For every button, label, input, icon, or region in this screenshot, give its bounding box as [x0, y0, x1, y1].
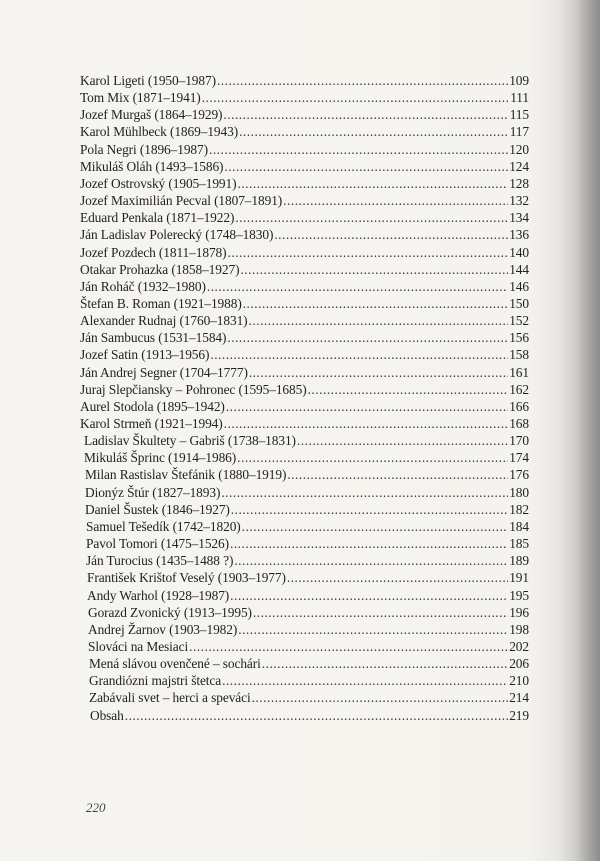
toc-entry-page: 146 — [509, 278, 529, 294]
dot-leader — [125, 707, 508, 724]
toc-entry-title: Ladislav Škultety – Gabriš (1738–1831) — [84, 433, 296, 449]
toc-entry-title: Milan Rastislav Štefánik (1880–1919) — [85, 467, 287, 483]
toc-entry — [80, 381, 529, 398]
page-number: 220 — [86, 800, 106, 815]
toc-entry-page: 111 — [510, 90, 529, 106]
toc-entry-title: Ján Roháč (1932–1980) — [80, 278, 206, 294]
toc-entry — [90, 707, 529, 724]
toc-entry-title: Ján Ladislav Polerecký (1748–1830) — [80, 227, 274, 243]
toc-entry — [80, 415, 529, 432]
toc-entry-title: Andrej Žarnov (1903–1982) — [88, 621, 238, 637]
toc-entry — [80, 226, 529, 243]
toc-entry-title: Karol Mühlbeck (1869–1943) — [80, 124, 239, 140]
toc-entry-title: Ján Sambucus (1531–1584) — [80, 330, 227, 346]
dot-leader — [240, 261, 508, 278]
toc-entry — [86, 535, 529, 552]
toc-entry-page: 196 — [509, 604, 529, 620]
dot-leader — [226, 398, 508, 415]
dot-leader — [297, 432, 508, 449]
toc-entry — [87, 587, 529, 604]
toc-entry-page: 206 — [509, 656, 529, 672]
toc-entry-page: 189 — [509, 553, 529, 569]
dot-leader — [210, 346, 508, 363]
toc-entry — [80, 106, 529, 123]
toc-entry-page: 185 — [509, 536, 529, 552]
dot-leader — [228, 244, 509, 261]
toc-entry-page: 158 — [509, 347, 529, 363]
dot-leader — [238, 621, 508, 638]
toc-entry-page: 195 — [509, 587, 529, 603]
toc-entry — [80, 72, 529, 89]
toc-entry-page: 115 — [509, 107, 529, 123]
toc-entry-page: 124 — [509, 158, 529, 174]
dot-leader — [249, 364, 508, 381]
toc-entry — [88, 638, 529, 655]
toc-entry — [85, 484, 529, 501]
toc-entry-title: Jozef Murgaš (1864–1929) — [80, 107, 223, 123]
toc-entry — [86, 518, 529, 535]
toc-entry — [80, 192, 529, 209]
dot-leader — [189, 638, 508, 655]
toc-entry-page: 161 — [509, 364, 529, 380]
toc-entry-page: 214 — [509, 690, 529, 706]
toc-entry — [89, 672, 529, 689]
toc-entry-page: 219 — [509, 707, 529, 723]
toc-entry — [80, 398, 529, 415]
toc-entry — [84, 449, 529, 466]
toc-entry-title: Jozef Maximilián Pecval (1807–1891) — [80, 193, 283, 209]
toc-entry-page: 136 — [509, 227, 529, 243]
dot-leader — [262, 655, 508, 672]
toc-entry-page: 198 — [509, 621, 529, 637]
dot-leader — [249, 312, 509, 329]
toc-entry — [80, 346, 529, 363]
toc-entry — [80, 244, 529, 261]
toc-entry-title: Juraj Slepčiansky – Pohronec (1595–1685) — [80, 381, 307, 397]
toc-entry-title: Karol Ligeti (1950–1987) — [80, 73, 216, 88]
toc-entry — [85, 501, 529, 518]
toc-entry-page: 170 — [509, 433, 529, 449]
dot-leader — [224, 158, 508, 175]
toc-entry-title: Pola Negri (1896–1987) — [80, 141, 208, 157]
toc-entry-title: Gorazd Zvonický (1913–1995) — [88, 604, 252, 620]
dot-leader — [231, 501, 508, 518]
toc-entry — [84, 432, 529, 449]
toc-entry — [89, 689, 529, 706]
toc-entry — [80, 295, 529, 312]
toc-entry-page: 152 — [509, 313, 529, 329]
toc-entry-page: 180 — [509, 484, 529, 500]
dot-leader — [253, 604, 508, 621]
toc-entry-title: Aurel Stodola (1895–1942) — [80, 398, 225, 414]
toc-entry-title: Mikuláš Oláh (1493–1586) — [80, 158, 224, 174]
toc-entry-page: 117 — [509, 124, 529, 140]
toc-entry — [80, 141, 529, 158]
toc-entry-title: Obsah — [90, 707, 124, 723]
dot-leader — [274, 226, 508, 243]
toc-entry-title: Daniel Šustek (1846–1927) — [85, 501, 230, 517]
dot-leader — [283, 192, 508, 209]
dot-leader — [237, 175, 508, 192]
dot-leader — [230, 587, 508, 604]
toc-entry-page: 120 — [509, 141, 529, 157]
toc-entry-page: 156 — [509, 330, 529, 346]
toc-entry-title: Alexander Rudnaj (1760–1831) — [80, 313, 248, 329]
toc-entry — [85, 466, 529, 483]
toc-entry-page: 182 — [509, 501, 529, 517]
toc-entry — [88, 604, 529, 621]
toc-entry-page: 174 — [509, 450, 529, 466]
toc-entry-title: Ján Turocius (1435–1488 ?) — [86, 553, 234, 569]
toc-entry-page: 191 — [509, 570, 529, 586]
toc-entry — [80, 158, 529, 175]
toc-entry — [87, 569, 529, 586]
toc-entry — [80, 329, 529, 346]
toc-entry-page: 184 — [509, 518, 529, 534]
toc-entry — [80, 123, 529, 140]
dot-leader — [202, 89, 510, 106]
dot-leader — [234, 552, 508, 569]
dot-leader — [243, 295, 509, 312]
toc-entry-page: 150 — [509, 295, 529, 311]
toc-entry — [86, 552, 529, 569]
toc-entry-page: 109 — [509, 73, 529, 88]
toc-entry-title: Samuel Tešedík (1742–1820) — [86, 518, 241, 534]
toc-entry-title: František Krištof Veselý (1903–1977) — [87, 570, 286, 586]
toc-entry-title: Jozef Ostrovský (1905–1991) — [80, 175, 237, 191]
toc-entry-page: 210 — [509, 673, 529, 689]
toc-entry-page: 168 — [509, 416, 529, 431]
toc-entry — [80, 89, 529, 106]
dot-leader — [209, 141, 508, 158]
toc-entry-page: 140 — [509, 244, 529, 260]
dot-leader — [287, 569, 508, 586]
dot-leader — [223, 106, 508, 123]
toc-entry-title: Pavol Tomori (1475–1526) — [86, 536, 229, 552]
toc-entry-title: Slováci na Mesiaci — [88, 638, 189, 654]
toc-entry-page: 132 — [509, 193, 529, 209]
dot-leader — [221, 484, 508, 501]
toc-entry — [89, 655, 529, 672]
toc-entry — [80, 364, 529, 381]
dot-leader — [217, 72, 508, 89]
dot-leader — [239, 123, 509, 140]
toc-entry — [80, 209, 529, 226]
toc-entry-title: Ján Andrej Segner (1704–1777) — [80, 364, 248, 380]
toc-entry-title: Otakar Prohazka (1858–1927) — [80, 261, 240, 277]
toc-entry-title: Grandiózni majstri štetca — [89, 673, 222, 689]
toc-entry-page: 144 — [509, 261, 529, 277]
toc-entry-page: 166 — [509, 398, 529, 414]
dot-leader — [237, 449, 508, 466]
toc-entry-page: 162 — [509, 381, 529, 397]
toc-entry-page: 202 — [509, 638, 529, 654]
toc-entry-page: 128 — [509, 175, 529, 191]
dot-leader — [308, 381, 509, 398]
toc-entry-title: Jozef Pozdech (1811–1878) — [80, 244, 227, 260]
toc-entry — [80, 278, 529, 295]
toc-entry-title: Zabávali svet – herci a speváci — [89, 690, 251, 706]
dot-leader — [227, 329, 508, 346]
dot-leader — [235, 209, 508, 226]
toc-entry-page: 134 — [509, 210, 529, 226]
dot-leader — [222, 672, 508, 689]
toc-entry-title: Jozef Satin (1913–1956) — [80, 347, 210, 363]
dot-leader — [252, 689, 509, 706]
dot-leader — [242, 518, 509, 535]
toc-entry-title: Eduard Penkala (1871–1922) — [80, 210, 235, 226]
toc-entry-title: Mikuláš Šprinc (1914–1986) — [84, 450, 237, 466]
toc-entry-title: Mená slávou ovenčené – sochári — [89, 656, 261, 672]
toc-entry-title: Dionýz Štúr (1827–1893) — [85, 484, 221, 500]
toc-entry-title: Štefan B. Roman (1921–1988) — [80, 295, 242, 311]
dot-leader — [207, 278, 508, 295]
toc-entry — [80, 175, 529, 192]
toc-entry — [80, 261, 529, 278]
dot-leader — [224, 415, 509, 432]
dot-leader — [287, 466, 508, 483]
toc-entry-title: Karol Strmeň (1921–1994) — [80, 416, 223, 431]
toc-entry — [80, 312, 529, 329]
toc-entry — [88, 621, 529, 638]
toc-entry-title: Andy Warhol (1928–1987) — [87, 587, 230, 603]
dot-leader — [230, 535, 508, 552]
toc-entry-title: Tom Mix (1871–1941) — [80, 90, 201, 106]
toc-entry-page: 176 — [509, 467, 529, 483]
